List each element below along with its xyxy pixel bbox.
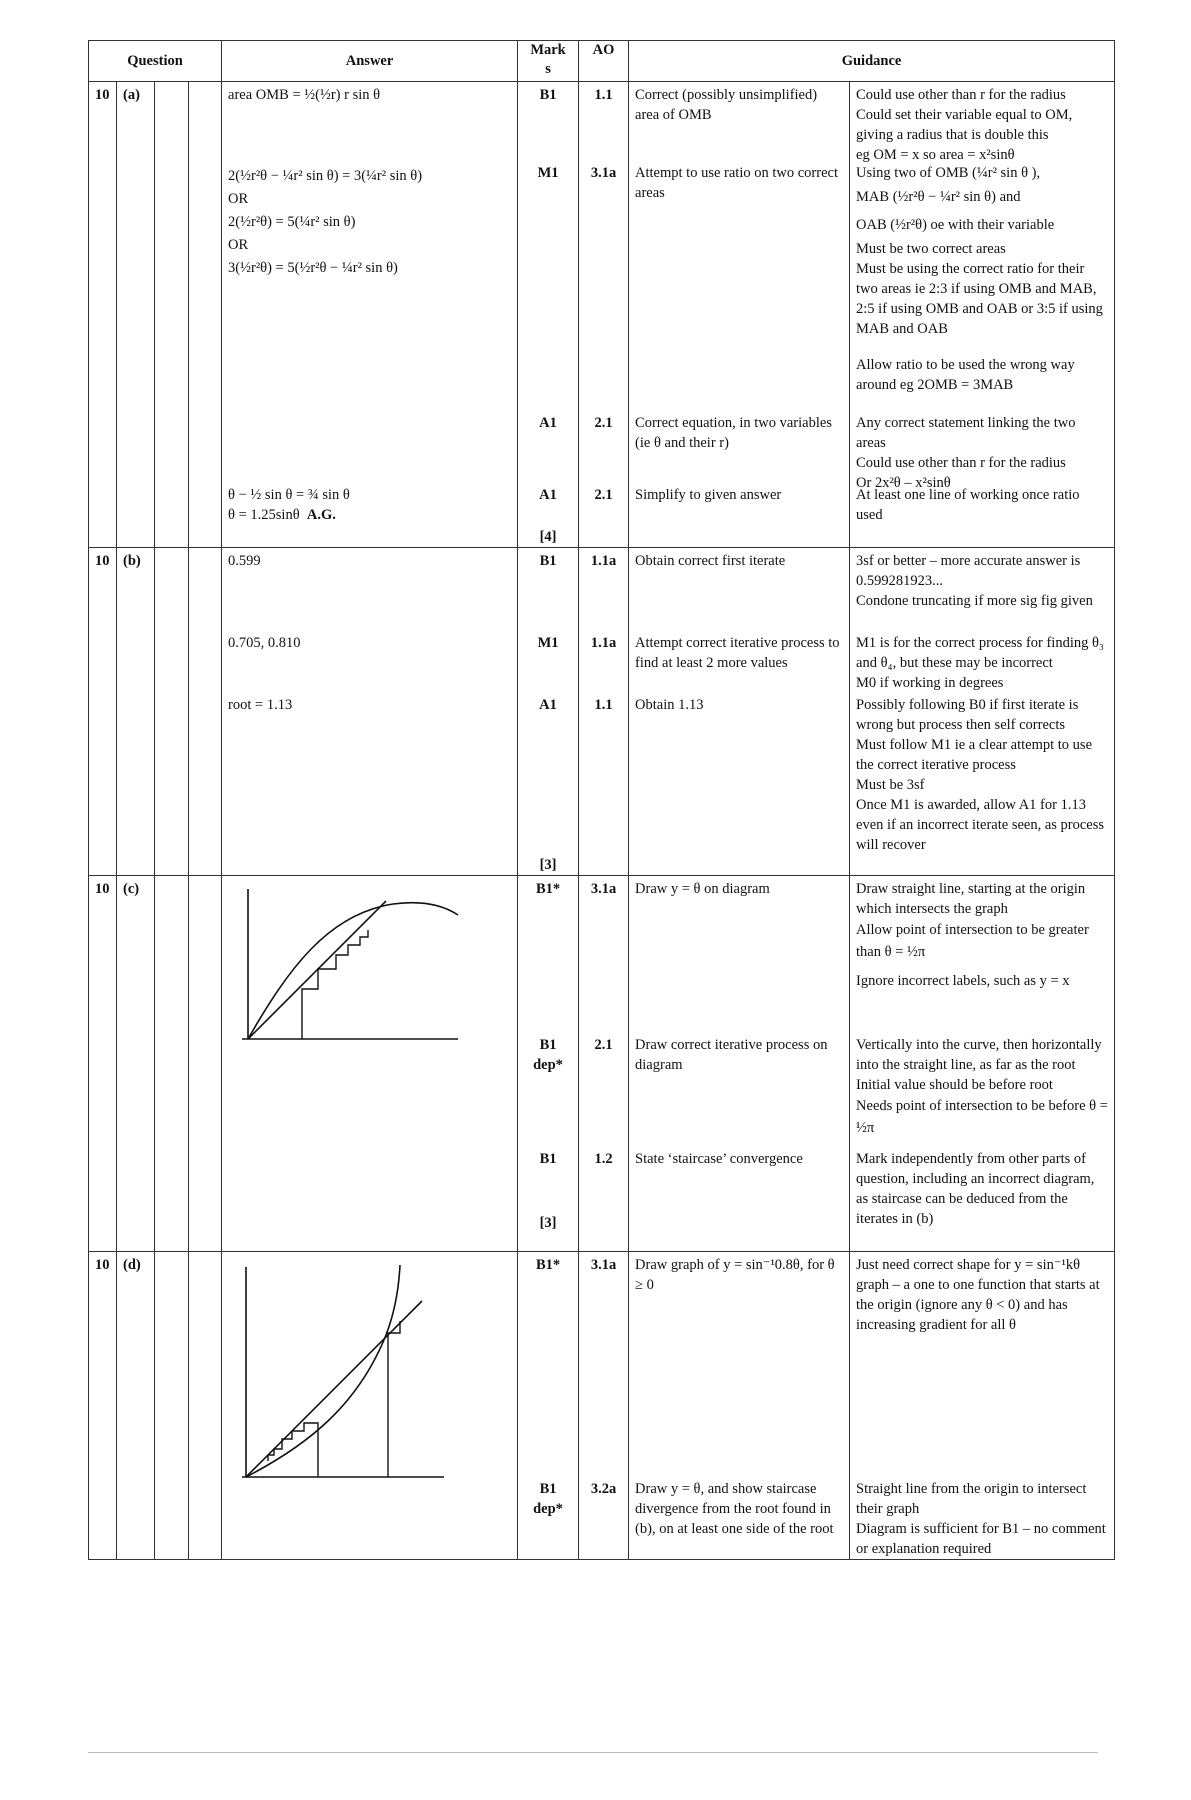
guidance-text: Correct (possibly unsimplified) area of OMB	[635, 87, 818, 123]
header-row	[89, 41, 1115, 82]
staircase-divergence-right	[388, 1321, 400, 1477]
guidance-text: Obtain 1.13	[635, 697, 704, 713]
guidance-note: Must be 3sf	[856, 777, 925, 793]
guidance-note: Just need correct shape for y = sin⁻¹kθ graph – a one to one function that starts at the origin (ignore any θ < 0) and has increasing gradient for all θ	[856, 1257, 1100, 1333]
mark-code: A1	[539, 487, 557, 503]
ao-code: 3.1a	[590, 1257, 617, 1273]
answer-cell	[222, 548, 518, 876]
guidance-note: Allow ratio to be used the wrong way around eg 2OMB = 3MAB	[856, 357, 1075, 393]
guidance-note: Mark independently from other parts of question, including an incorrect diagram, as staircase can be deduced from the iterates in (b)	[856, 1151, 1095, 1227]
line-y-equals-theta	[248, 901, 386, 1039]
page-footer-rule	[88, 1752, 1098, 1753]
question-part: (a)	[117, 82, 155, 548]
ao-code: 1.1	[594, 697, 613, 713]
guidance-note: Using two of OMB (¼r² sin θ ),	[856, 165, 1041, 181]
guidance-note: Straight line from the origin to intersect their graph	[856, 1481, 1087, 1517]
guidance-note: Allow point of intersection to be greater than θ = ½π	[856, 922, 1089, 960]
ao-code: 1.1a	[590, 635, 617, 651]
answer-line: 0.705, 0.810	[228, 635, 301, 651]
answer-line: θ − ½ sin θ = ¾ sin θ	[228, 487, 350, 503]
mark-code: M1	[537, 165, 559, 181]
answer-line: OR	[228, 237, 249, 253]
mark-code: B1*	[535, 881, 561, 897]
answer-line: 3(½r²θ) = 5(½r²θ − ¼r² sin θ)	[228, 260, 398, 276]
mark-code: B1	[539, 553, 557, 569]
question-part: (d)	[117, 1252, 155, 1560]
guidance-note: Diagram is sufficient for B1 – no comment or explanation required	[856, 1521, 1106, 1557]
answer-line: OR	[228, 191, 249, 207]
guidance-note: Needs point of intersection to be before θ = ½π	[856, 1098, 1108, 1136]
ao-code: 2.1	[594, 487, 613, 503]
header-ao: AO	[579, 41, 629, 82]
guidance-text: Draw y = θ on diagram	[635, 881, 770, 897]
blank-cell	[155, 876, 189, 1252]
guidance-note: Vertically into the curve, then horizontally into the straight line, as far as the root	[856, 1037, 1102, 1073]
guidance-note: Must be using the correct ratio for their two areas ie 2:3 if using OMB and MAB, 2:5 if using OMB and OAB or 3:5 if using MAB and OAB	[856, 261, 1103, 337]
guidance-note: M1 is for the correct process for finding θ₃ and θ₄, but these may be incorrect	[856, 635, 1104, 671]
mark-code: B1	[539, 1151, 557, 1167]
ao-code: 3.1a	[590, 881, 617, 897]
curve-y-1-25-sin-theta	[248, 903, 458, 1039]
marks-cell	[518, 876, 579, 1252]
answer-line: 0.599	[228, 553, 261, 569]
guidance-note: M0 if working in degrees	[856, 675, 1004, 691]
answer-line	[228, 505, 511, 525]
guidance-description-cell	[629, 548, 850, 876]
guidance-note: Ignore incorrect labels, such as y = x	[856, 973, 1070, 989]
marks-cell	[518, 82, 579, 548]
answer-cell	[222, 82, 518, 548]
ao-cell	[579, 876, 629, 1252]
question-part: (b)	[117, 548, 155, 876]
guidance-note	[856, 339, 1108, 355]
answer-line: 2(½r²θ) = 5(¼r² sin θ)	[228, 214, 356, 230]
answer-given-result: θ = 1.25sinθ	[228, 507, 300, 523]
curve-y-arcsin-0-8-theta	[246, 1265, 400, 1477]
guidance-note: Any correct statement linking the two areas	[856, 415, 1076, 451]
guidance-notes-cell	[850, 82, 1115, 548]
guidance-description-cell	[629, 82, 850, 548]
ao-code: 2.1	[594, 415, 613, 431]
blank-cell	[155, 82, 189, 548]
question-number: 10	[89, 876, 117, 1252]
table-row-10c	[89, 876, 1115, 1252]
ao-cell	[579, 1252, 629, 1560]
guidance-text: Draw y = θ, and show staircase divergence from the root found in (b), on at least one side of the root	[635, 1481, 834, 1537]
staircase-iteration	[302, 930, 368, 1039]
guidance-description-cell	[629, 1252, 850, 1560]
header-marks: Mark s	[518, 41, 579, 82]
line-y-equals-theta	[246, 1301, 422, 1477]
ao-cell	[579, 548, 629, 876]
guidance-notes-cell	[850, 876, 1115, 1252]
marks-cell	[518, 1252, 579, 1560]
staircase-convergence-diagram	[228, 879, 512, 1059]
guidance-note: eg OM = x so area = x²sinθ	[856, 147, 1015, 163]
ao-code: 1.1a	[590, 553, 617, 569]
guidance-notes-cell	[850, 1252, 1115, 1560]
answer-line: area OMB = ½(½r) r sin θ	[228, 87, 381, 103]
mark-scheme-page	[88, 40, 1108, 1560]
blank-cell	[189, 548, 222, 876]
guidance-note: Or 2x²θ – x²sinθ	[856, 475, 951, 491]
guidance-text: Simplify to given answer	[635, 487, 782, 503]
guidance-text: Draw graph of y = sin⁻¹0.8θ, for θ ≥ 0	[635, 1257, 835, 1293]
mark-code: M1	[537, 635, 559, 651]
guidance-notes-cell	[850, 548, 1115, 876]
question-number: 10	[89, 82, 117, 548]
question-number: 10	[89, 548, 117, 876]
guidance-note: Once M1 is awarded, allow A1 for 1.13 even if an incorrect iterate seen, as process will recover	[856, 797, 1105, 853]
guidance-note: Condone truncating if more sig fig given	[856, 593, 1093, 609]
question-number: 10	[89, 1252, 117, 1560]
ao-code: 3.1a	[590, 165, 617, 181]
answer-cell	[222, 876, 518, 1252]
guidance-note	[856, 963, 1108, 971]
guidance-note: Could use other than r for the radius	[856, 455, 1066, 471]
answer-cell	[222, 1252, 518, 1560]
mark-code: B1 dep*	[533, 1037, 563, 1073]
guidance-description-cell	[629, 876, 850, 1252]
header-question: Question	[89, 41, 222, 82]
guidance-note: Could set their variable equal to OM, giving a radius that is double this	[856, 107, 1073, 143]
answer-line: 2(½r²θ − ¼r² sin θ) = 3(¼r² sin θ)	[228, 168, 423, 184]
mark-code: A1	[539, 415, 557, 431]
guidance-note: Possibly following B0 if first iterate is wrong but process then self corrects	[856, 697, 1079, 733]
mark-code: B1*	[535, 1257, 561, 1273]
guidance-text: State ‘staircase’ convergence	[635, 1151, 803, 1167]
mark-code: B1 dep*	[533, 1481, 563, 1517]
mark-total: [3]	[539, 1215, 557, 1231]
blank-cell	[189, 876, 222, 1252]
blank-cell	[155, 1252, 189, 1560]
table-row-10d	[89, 1252, 1115, 1560]
staircase-divergence-diagram	[228, 1255, 512, 1491]
header-answer: Answer	[222, 41, 518, 82]
mark-total: [3]	[539, 857, 557, 873]
guidance-note: Must follow M1 ie a clear attempt to use the correct iterative process	[856, 737, 1093, 773]
guidance-text: Correct equation, in two variables (ie θ and their r)	[635, 415, 832, 451]
guidance-note: MAB (½r²θ − ¼r² sin θ) and	[856, 189, 1021, 205]
header-guidance: Guidance	[629, 41, 1115, 82]
mark-code: A1	[539, 697, 557, 713]
question-part: (c)	[117, 876, 155, 1252]
guidance-note: 3sf or better – more accurate answer is 0.599281923...	[856, 553, 1081, 589]
guidance-note: Draw straight line, starting at the origin which intersects the graph	[856, 881, 1086, 917]
blank-cell	[189, 1252, 222, 1560]
table-row-10b	[89, 548, 1115, 876]
answer-given-label: A.G.	[306, 507, 336, 523]
guidance-text: Attempt to use ratio on two correct areas	[635, 165, 838, 201]
guidance-note: Could use other than r for the radius	[856, 87, 1066, 103]
guidance-note: At least one line of working once ratio used	[856, 487, 1080, 523]
guidance-text: Draw correct iterative process on diagram	[635, 1037, 828, 1073]
guidance-text: Obtain correct first iterate	[635, 553, 786, 569]
guidance-text: Attempt correct iterative process to find at least 2 more values	[635, 635, 840, 671]
guidance-note: Initial value should be before root	[856, 1077, 1053, 1093]
ao-cell	[579, 82, 629, 548]
ao-code: 1.1	[594, 87, 613, 103]
blank-cell	[155, 548, 189, 876]
ao-code: 2.1	[594, 1037, 613, 1053]
mark-scheme-table	[88, 40, 1115, 1560]
marks-cell	[518, 548, 579, 876]
mark-code: B1	[539, 87, 557, 103]
blank-cell	[189, 82, 222, 548]
mark-total: [4]	[539, 529, 557, 545]
ao-code: 3.2a	[590, 1481, 617, 1497]
ao-code: 1.2	[594, 1151, 613, 1167]
answer-line: root = 1.13	[228, 697, 293, 713]
guidance-note: Must be two correct areas	[856, 241, 1006, 257]
guidance-note: OAB (½r²θ) oe with their variable	[856, 217, 1055, 233]
table-row-10a	[89, 82, 1115, 548]
